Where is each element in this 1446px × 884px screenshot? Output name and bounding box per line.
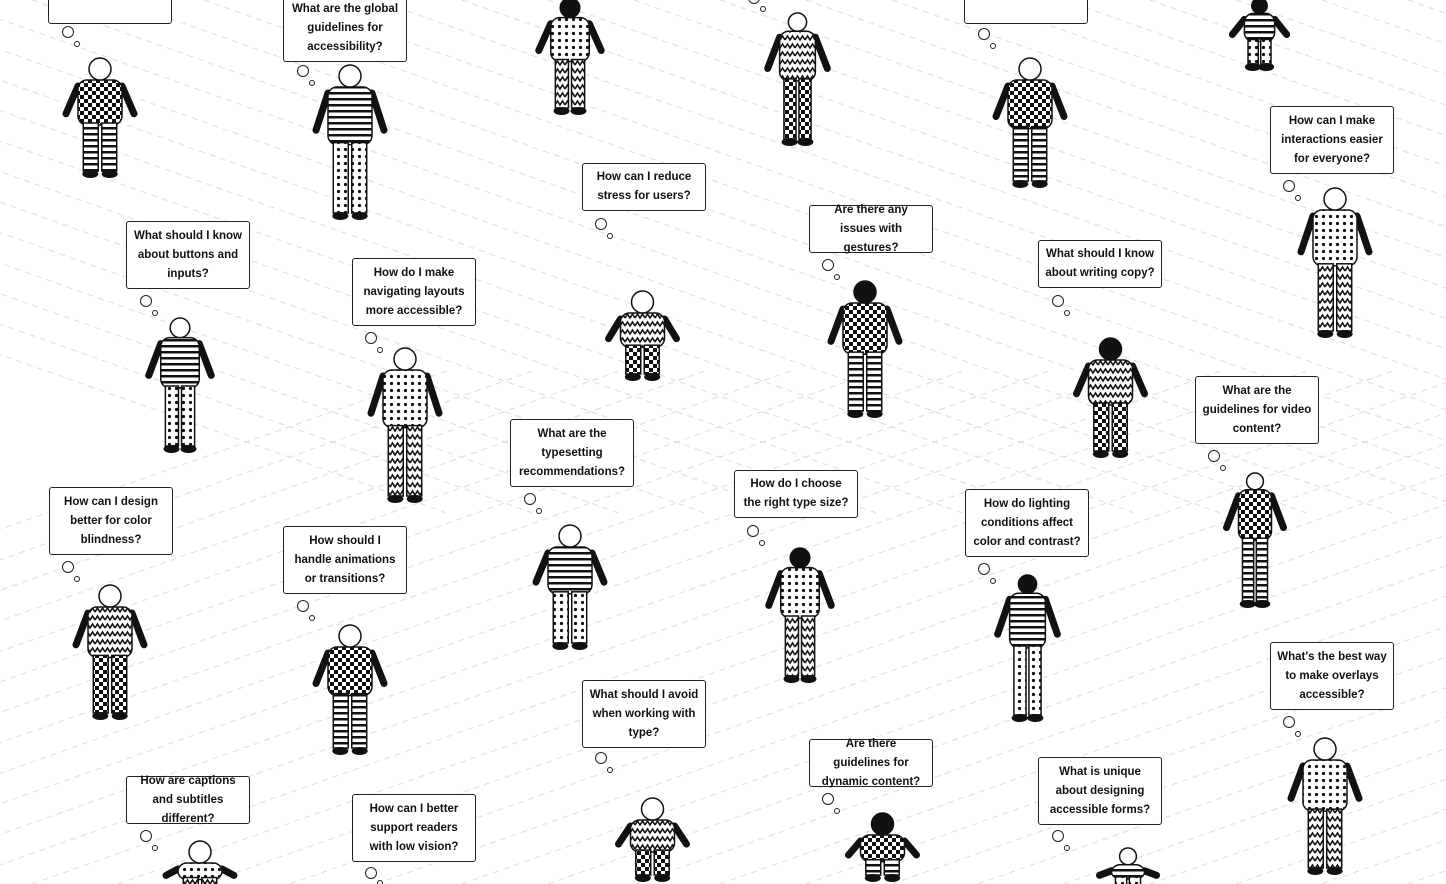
torso bbox=[861, 835, 905, 862]
head bbox=[339, 65, 361, 87]
arm bbox=[1272, 496, 1284, 528]
shoe bbox=[92, 712, 108, 720]
head bbox=[170, 318, 190, 338]
person-sitting-icon bbox=[585, 288, 700, 383]
torso bbox=[548, 547, 592, 594]
person-holding-baby-icon bbox=[825, 278, 905, 420]
head bbox=[1019, 58, 1041, 80]
arm bbox=[905, 841, 917, 855]
leg bbox=[352, 143, 367, 213]
thought-dot-large bbox=[978, 563, 990, 575]
arm bbox=[996, 86, 1008, 116]
arm bbox=[665, 319, 677, 339]
person-carrying-box-icon bbox=[1285, 735, 1365, 877]
arm bbox=[592, 553, 604, 582]
question-text: How can I better support readers with low vision? bbox=[369, 802, 459, 853]
question-bubble[interactable] bbox=[1270, 106, 1394, 174]
question-bubble[interactable] bbox=[964, 0, 1088, 24]
shoe bbox=[1327, 867, 1343, 875]
leg bbox=[785, 616, 798, 676]
thought-dot-small bbox=[1064, 845, 1070, 851]
torso bbox=[551, 18, 590, 62]
torso bbox=[161, 338, 200, 388]
question-bubble[interactable] bbox=[283, 0, 407, 62]
question-bubble[interactable] bbox=[1038, 757, 1162, 825]
arm bbox=[539, 24, 551, 51]
arm bbox=[609, 319, 621, 339]
leg bbox=[1115, 877, 1126, 884]
leg bbox=[553, 592, 568, 643]
thought-dot-small bbox=[1064, 310, 1070, 316]
question-cell bbox=[1270, 642, 1387, 701]
torso bbox=[328, 647, 372, 696]
leg bbox=[1112, 403, 1127, 451]
head bbox=[1252, 0, 1267, 13]
head bbox=[642, 798, 664, 820]
question-text: How are captions and subtitles different? bbox=[140, 774, 236, 825]
question-cell bbox=[582, 680, 699, 739]
question-text: What should I know about buttons and inputs? bbox=[134, 229, 242, 280]
head bbox=[394, 348, 416, 370]
question-text: What are the global guidelines for accessibility? bbox=[291, 2, 399, 53]
shoe bbox=[625, 373, 641, 381]
thought-dot-small bbox=[74, 41, 80, 47]
head bbox=[854, 281, 876, 303]
person-cane-icon bbox=[360, 345, 450, 505]
thought-dot-small bbox=[536, 508, 542, 514]
leg bbox=[1032, 127, 1047, 181]
arm bbox=[536, 553, 548, 582]
head bbox=[99, 585, 121, 607]
leg bbox=[1248, 39, 1258, 64]
question-cell bbox=[49, 487, 158, 546]
torso bbox=[631, 820, 675, 852]
leg bbox=[626, 345, 641, 374]
person-pointing-icon bbox=[160, 838, 240, 884]
leg bbox=[1256, 538, 1267, 601]
leg bbox=[1094, 403, 1109, 451]
leg bbox=[83, 123, 98, 171]
thought-dot-small bbox=[152, 845, 158, 851]
leg bbox=[333, 694, 348, 748]
shoe bbox=[797, 138, 813, 146]
question-cell bbox=[352, 258, 465, 317]
torso bbox=[621, 313, 665, 347]
leg bbox=[802, 616, 815, 676]
leg bbox=[572, 60, 585, 108]
leg bbox=[555, 60, 568, 108]
thought-dot-large bbox=[365, 332, 377, 344]
question-text: What is unique about designing accessible forms? bbox=[1049, 765, 1151, 816]
thought-dot-large bbox=[62, 561, 74, 573]
head bbox=[189, 841, 211, 863]
person-walking-icon bbox=[990, 55, 1070, 190]
question-cell bbox=[965, 489, 1081, 548]
thought-dot-large bbox=[140, 295, 152, 307]
shoe bbox=[1240, 600, 1256, 608]
leg bbox=[333, 143, 348, 213]
arm bbox=[769, 574, 781, 606]
arm bbox=[1145, 871, 1157, 876]
arm bbox=[316, 93, 328, 130]
head bbox=[1120, 848, 1137, 865]
shoe bbox=[552, 642, 568, 650]
question-cell bbox=[126, 774, 236, 825]
person-juggling-icon bbox=[1285, 185, 1385, 340]
arm bbox=[222, 869, 234, 875]
question-bubble[interactable] bbox=[582, 163, 706, 211]
question-bubble[interactable] bbox=[126, 776, 250, 824]
arm bbox=[1133, 366, 1145, 394]
thought-dot-large bbox=[1052, 830, 1064, 842]
torso bbox=[78, 80, 122, 125]
question-cell bbox=[126, 221, 242, 280]
shoe bbox=[1093, 450, 1109, 458]
question-bubble[interactable] bbox=[510, 419, 634, 487]
arm bbox=[849, 841, 861, 855]
arm bbox=[1100, 871, 1112, 876]
question-text: What's the best way to make overlays accessible? bbox=[1277, 650, 1387, 701]
arm bbox=[1301, 216, 1313, 252]
shoe bbox=[82, 170, 98, 178]
person-arms-out-icon bbox=[55, 582, 165, 722]
leg bbox=[202, 878, 217, 884]
torso bbox=[843, 303, 887, 354]
shoe bbox=[1337, 330, 1353, 338]
grid-line bbox=[1408, 371, 1446, 884]
leg bbox=[165, 386, 178, 446]
person-running-icon bbox=[530, 522, 610, 652]
question-text: Are there guidelines for dynamic content? bbox=[821, 737, 921, 788]
head bbox=[790, 548, 810, 568]
leg bbox=[1318, 264, 1333, 331]
question-bubble[interactable] bbox=[1195, 376, 1319, 444]
shoe bbox=[1027, 714, 1043, 722]
head bbox=[1018, 575, 1036, 593]
head bbox=[872, 813, 894, 835]
torso bbox=[1244, 13, 1274, 41]
head bbox=[788, 13, 806, 31]
person-standing-icon bbox=[765, 10, 830, 148]
leg bbox=[1327, 809, 1342, 868]
leg bbox=[799, 79, 811, 139]
question-bubble[interactable] bbox=[352, 258, 476, 326]
question-text: What should I know about writing copy? bbox=[1045, 248, 1155, 279]
shoe bbox=[800, 675, 816, 683]
question-cell bbox=[510, 419, 626, 478]
shoe bbox=[865, 874, 881, 882]
arm bbox=[831, 309, 843, 341]
head bbox=[1247, 473, 1264, 490]
head bbox=[560, 0, 580, 18]
shoe bbox=[782, 138, 798, 146]
torso bbox=[781, 568, 820, 618]
question-cell bbox=[734, 470, 849, 509]
shoe bbox=[654, 874, 670, 882]
question-bubble[interactable] bbox=[126, 221, 250, 289]
shoe bbox=[164, 445, 180, 453]
arm bbox=[589, 24, 601, 51]
person-goggles-icon bbox=[1098, 845, 1158, 884]
leg bbox=[388, 426, 403, 496]
leg bbox=[102, 123, 117, 171]
torso bbox=[328, 87, 372, 145]
shoe bbox=[407, 495, 423, 503]
person-hat-wheelchair-icon bbox=[605, 795, 700, 884]
question-bubble[interactable] bbox=[352, 794, 476, 862]
arm bbox=[819, 574, 831, 606]
question-bubble[interactable] bbox=[582, 680, 706, 748]
leg bbox=[1029, 646, 1041, 715]
shoe bbox=[1012, 714, 1028, 722]
arm bbox=[815, 37, 827, 68]
shoe bbox=[1258, 63, 1274, 71]
arm bbox=[149, 344, 161, 376]
arm bbox=[316, 653, 328, 683]
person-wheelchair-icon bbox=[1058, 335, 1163, 460]
thought-dot-large bbox=[297, 600, 309, 612]
shoe bbox=[1254, 600, 1270, 608]
head bbox=[339, 625, 361, 647]
arm bbox=[1291, 766, 1303, 798]
question-text: What are the typesetting recommendations? bbox=[518, 427, 626, 478]
leg bbox=[654, 850, 669, 875]
leg bbox=[784, 79, 796, 139]
arm bbox=[619, 826, 631, 844]
thought-dot-large bbox=[595, 752, 607, 764]
thought-dot-large bbox=[1208, 450, 1220, 462]
question-cell bbox=[283, 526, 396, 585]
arm bbox=[122, 86, 134, 114]
thought-dot-large bbox=[1052, 295, 1064, 307]
thought-dot-large bbox=[595, 218, 607, 230]
torso bbox=[383, 370, 427, 428]
thought-dot-large bbox=[524, 493, 536, 505]
leg bbox=[848, 352, 863, 411]
leg bbox=[572, 592, 587, 643]
arm bbox=[199, 344, 211, 376]
question-text: How can I reduce stress for users? bbox=[596, 171, 692, 202]
torso bbox=[1089, 360, 1133, 405]
torso bbox=[1008, 80, 1052, 129]
head bbox=[1324, 188, 1346, 210]
arm bbox=[768, 37, 780, 68]
person-cup-head-icon bbox=[995, 572, 1060, 724]
arm bbox=[372, 93, 384, 130]
question-bubble[interactable] bbox=[809, 739, 933, 787]
question-text: How do I choose the right type size? bbox=[743, 478, 849, 509]
head bbox=[559, 525, 581, 547]
torso bbox=[1313, 210, 1357, 266]
shoe bbox=[847, 410, 863, 418]
arm bbox=[675, 826, 687, 844]
person-checkered-icon bbox=[765, 545, 835, 685]
head bbox=[1314, 738, 1336, 760]
shoe bbox=[352, 747, 368, 755]
question-bubble[interactable] bbox=[734, 470, 858, 518]
shoe bbox=[635, 874, 651, 882]
leg bbox=[867, 352, 882, 411]
arm bbox=[1275, 19, 1287, 34]
leg bbox=[1242, 538, 1253, 601]
arm bbox=[132, 613, 144, 645]
thought-dot-large bbox=[822, 793, 834, 805]
arm bbox=[66, 86, 78, 114]
question-cell bbox=[352, 794, 459, 853]
arm bbox=[887, 309, 899, 341]
question-bubble[interactable] bbox=[965, 489, 1089, 557]
grid-line bbox=[1408, 0, 1446, 513]
question-bubble[interactable] bbox=[809, 205, 933, 253]
question-bubble[interactable] bbox=[1038, 240, 1162, 288]
head bbox=[89, 58, 111, 80]
shoe bbox=[1112, 450, 1128, 458]
leg bbox=[644, 345, 659, 374]
person-dress-icon bbox=[1232, 0, 1287, 73]
thought-dot-large bbox=[140, 830, 152, 842]
shoe bbox=[332, 747, 348, 755]
person-reading-icon bbox=[535, 0, 605, 117]
arm bbox=[1357, 216, 1369, 252]
question-text: How can I make interactions easier for everyone? bbox=[1281, 114, 1383, 165]
question-cell bbox=[582, 163, 692, 202]
question-cell bbox=[1270, 106, 1383, 165]
thought-dot-large bbox=[978, 28, 990, 40]
thought-dot-small bbox=[309, 615, 315, 621]
thought-dot-small bbox=[377, 880, 383, 884]
shoe bbox=[332, 212, 348, 220]
leg bbox=[1308, 809, 1323, 868]
head bbox=[632, 291, 654, 313]
question-bubble[interactable] bbox=[1270, 642, 1394, 710]
question-text: How do lighting conditions affect color and contrast? bbox=[973, 497, 1081, 548]
arm bbox=[427, 376, 439, 413]
question-cell bbox=[1038, 757, 1151, 816]
question-bubble[interactable] bbox=[49, 487, 173, 555]
leg bbox=[884, 860, 899, 875]
question-text: How should I handle animations or transitions? bbox=[294, 534, 396, 585]
arm bbox=[371, 376, 383, 413]
torso bbox=[1010, 593, 1046, 648]
shoe bbox=[570, 107, 586, 115]
thought-dot-large bbox=[822, 259, 834, 271]
torso bbox=[1303, 760, 1347, 811]
leg bbox=[866, 860, 881, 875]
arm bbox=[1045, 599, 1057, 634]
leg bbox=[93, 655, 108, 713]
arm bbox=[372, 653, 384, 683]
leg bbox=[1129, 877, 1140, 884]
question-cell bbox=[1195, 376, 1312, 435]
arm bbox=[1347, 766, 1359, 798]
question-cell bbox=[809, 737, 921, 788]
shoe bbox=[387, 495, 403, 503]
shoe bbox=[884, 874, 900, 882]
leg bbox=[1337, 264, 1352, 331]
leg bbox=[182, 386, 195, 446]
question-cell bbox=[809, 203, 908, 254]
thought-dot-large bbox=[1283, 716, 1295, 728]
leg bbox=[1261, 39, 1271, 64]
shoe bbox=[352, 212, 368, 220]
arm bbox=[1227, 496, 1239, 528]
question-text: What are the guidelines for video content? bbox=[1202, 384, 1312, 435]
arm bbox=[1232, 19, 1244, 34]
torso bbox=[1239, 490, 1272, 540]
question-bubble[interactable] bbox=[48, 0, 172, 24]
question-text: How can I design better for color blindness? bbox=[64, 495, 158, 546]
shoe bbox=[554, 107, 570, 115]
question-bubble[interactable] bbox=[283, 526, 407, 594]
arm bbox=[1052, 86, 1064, 116]
question-text: How do I make navigating layouts more accessible? bbox=[363, 266, 465, 317]
leg bbox=[636, 850, 651, 875]
torso bbox=[780, 31, 816, 81]
shoe bbox=[1012, 180, 1028, 188]
shoe bbox=[1032, 180, 1048, 188]
shoe bbox=[867, 410, 883, 418]
leg bbox=[1014, 646, 1026, 715]
shoe bbox=[1317, 330, 1333, 338]
leg bbox=[183, 878, 198, 884]
arm bbox=[166, 869, 178, 875]
thought-dot-small bbox=[607, 767, 613, 773]
question-text: Are there any issues with gestures? bbox=[834, 203, 908, 254]
shoe bbox=[112, 712, 128, 720]
leg bbox=[407, 426, 422, 496]
leg bbox=[352, 694, 367, 748]
shoe bbox=[572, 642, 588, 650]
shoe bbox=[784, 675, 800, 683]
leg bbox=[1013, 127, 1028, 181]
thought-dot-large bbox=[365, 867, 377, 879]
leg bbox=[112, 655, 127, 713]
question-cell bbox=[1038, 240, 1155, 279]
torso bbox=[88, 607, 132, 657]
person-bending-icon bbox=[145, 315, 215, 455]
shoe bbox=[644, 373, 660, 381]
thought-dot-large bbox=[747, 525, 759, 537]
shoe bbox=[102, 170, 118, 178]
person-big-head-icon bbox=[840, 810, 925, 884]
arm bbox=[998, 599, 1010, 634]
question-text: What should I avoid when working with type? bbox=[589, 688, 699, 739]
shoe bbox=[180, 445, 196, 453]
thought-dot-small bbox=[990, 43, 996, 49]
arm bbox=[76, 613, 88, 645]
person-leaning-icon bbox=[40, 55, 160, 180]
person-skipping-icon bbox=[310, 622, 390, 757]
shoe bbox=[1307, 867, 1323, 875]
person-tablet-icon bbox=[1225, 470, 1285, 610]
thought-dot-small bbox=[607, 233, 613, 239]
thought-dot-large bbox=[62, 26, 74, 38]
person-umbrella-icon bbox=[300, 62, 400, 222]
arm bbox=[1077, 366, 1089, 394]
head bbox=[1100, 338, 1122, 360]
